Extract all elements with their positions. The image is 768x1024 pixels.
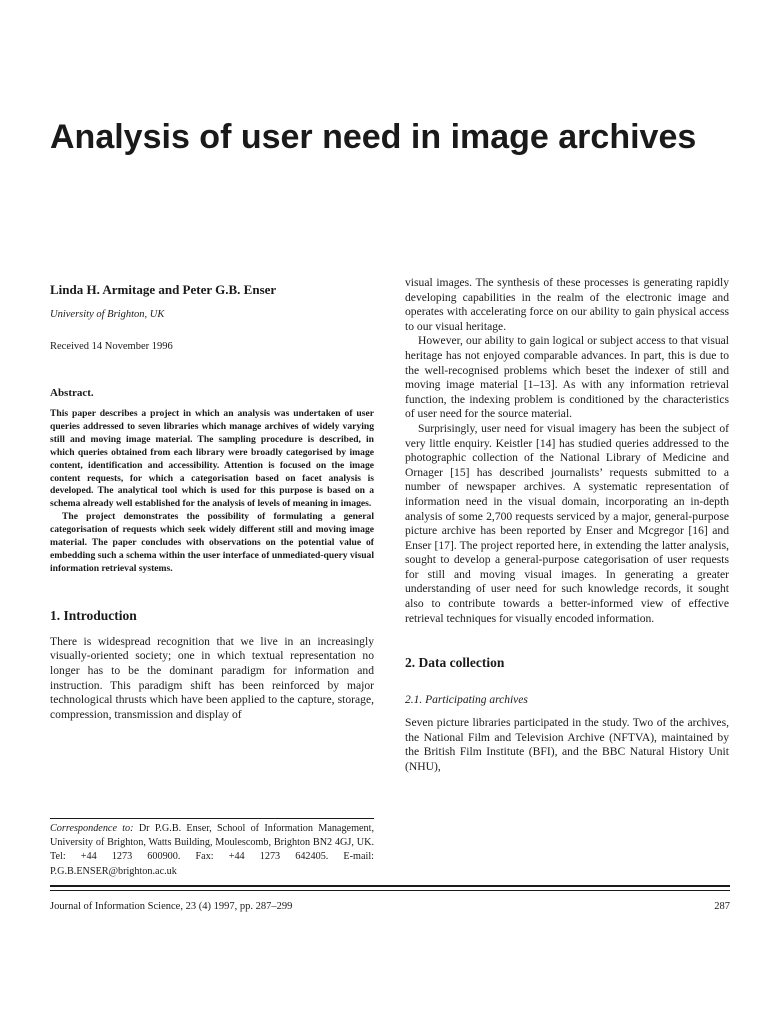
abstract-paragraph: This paper describes a project in which an analysis was undertaken of user queries addressed to seven libraries which manage archives of widely varying still and moving image material. The sampling procedure is described, in which queries obtained from each library were broadly categorised by image content, identification and accessibility. Attention is focused on the image content requests, for which a categorisation based on facet analysis is developed. The analytical tool which is used for this purpose is based on a schema already well established for the analysis of levels of meaning in images. <box>50 408 374 510</box>
received-date: Received 14 November 1996 <box>50 341 173 352</box>
page-number: 287 <box>714 901 730 912</box>
data-collection-heading: 2. Data collection <box>405 655 505 671</box>
correspondence-note <box>50 822 374 879</box>
right-column <box>405 276 729 775</box>
introduction-heading: 1. Introduction <box>50 607 137 623</box>
correspondence-label: Correspondence to: <box>50 823 134 834</box>
article-title: Analysis of user need in image archives <box>50 118 697 156</box>
abstract-paragraph: The project demonstrates the possibility of formulating a general categorisation of requests which seek widely different still and moving image material. The paper concludes with observations on the potential value of embedding such a schema within the user interface of unmediated-query visual information retrieval systems. <box>50 511 374 574</box>
footer-rule <box>50 885 730 887</box>
left-column <box>50 276 374 722</box>
body-paragraph: Surprisingly, user need for visual imagery has been the subject of very little enquiry. Keistler [14] has studied queries addressed to the photographic collection of the National Library of Medicine and Ornager [15] has described journalists’ requests submitted to a number of newspaper archives. A systematic representation of information need in the visual domain, incorporating an in-depth analysis of some 2,700 requests serviced by a major, general-purpose picture archive has been reported by Enser and Mcgregor [16] and Enser [17]. The project reported here, in extending the latter analysis, sought to develop a general-purpose categorisation of user requests for still and moving visual images. In generating a greater understanding of user need for such knowledge records, it sought also to contribute towards a better-informed view of effective retrieval techniques for visually encoded information. <box>405 421 729 625</box>
affiliation: University of Brighton, UK <box>50 309 165 320</box>
journal-citation: Journal of Information Science, 23 (4) 1997, pp. 287–299 <box>50 901 293 912</box>
correspondence-text: Dr P.G.B. Enser, School of Information Management, University of Brighton, Watts Building, Moulescomb, Brighton BN2 4GJ, UK. Tel: +44 1273 600900. Fax: +44 1273 642405. E-mail: P.G.B.ENSER@brighton.ac.uk <box>50 823 374 877</box>
footer-rule <box>50 890 730 891</box>
participating-archives-subheading: 2.1. Participating archives <box>405 694 528 707</box>
authors: Linda H. Armitage and Peter G.B. Enser <box>50 282 277 297</box>
body-paragraph: visual images. The synthesis of these processes is generating rapidly developing capabilities in the realm of the electronic image and operates with accelerating force on our ability to gain physical access to our visual heritage. <box>405 276 729 333</box>
introduction-paragraph: There is widespread recognition that we live in an increasingly visually-oriented society; one in which textual representation no longer has to be the dominant paradigm for information and instruction. This paradigm shift has been reinforced by major technological thrusts which have been applied to the capture, storage, compression, transmission and display of <box>50 634 374 721</box>
footnote-rule <box>50 818 374 819</box>
body-paragraph: However, our ability to gain logical or subject access to that visual heritage has not enjoyed comparable advances. In part, this is due to the well-recognised problems which beset the indexer of still and moving image material [1–13]. As with any information retrieval function, the indexing problem is conditioned by the characteristics of user need for the source material. <box>405 334 729 421</box>
abstract-heading: Abstract. <box>50 387 94 399</box>
data-collection-paragraph: Seven picture libraries participated in the study. Two of the archives, the National Film and Television Archive (NFTVA), maintained by the British Film Institute (BFI), and the BBC Natural History Unit (NHU), <box>405 716 729 774</box>
